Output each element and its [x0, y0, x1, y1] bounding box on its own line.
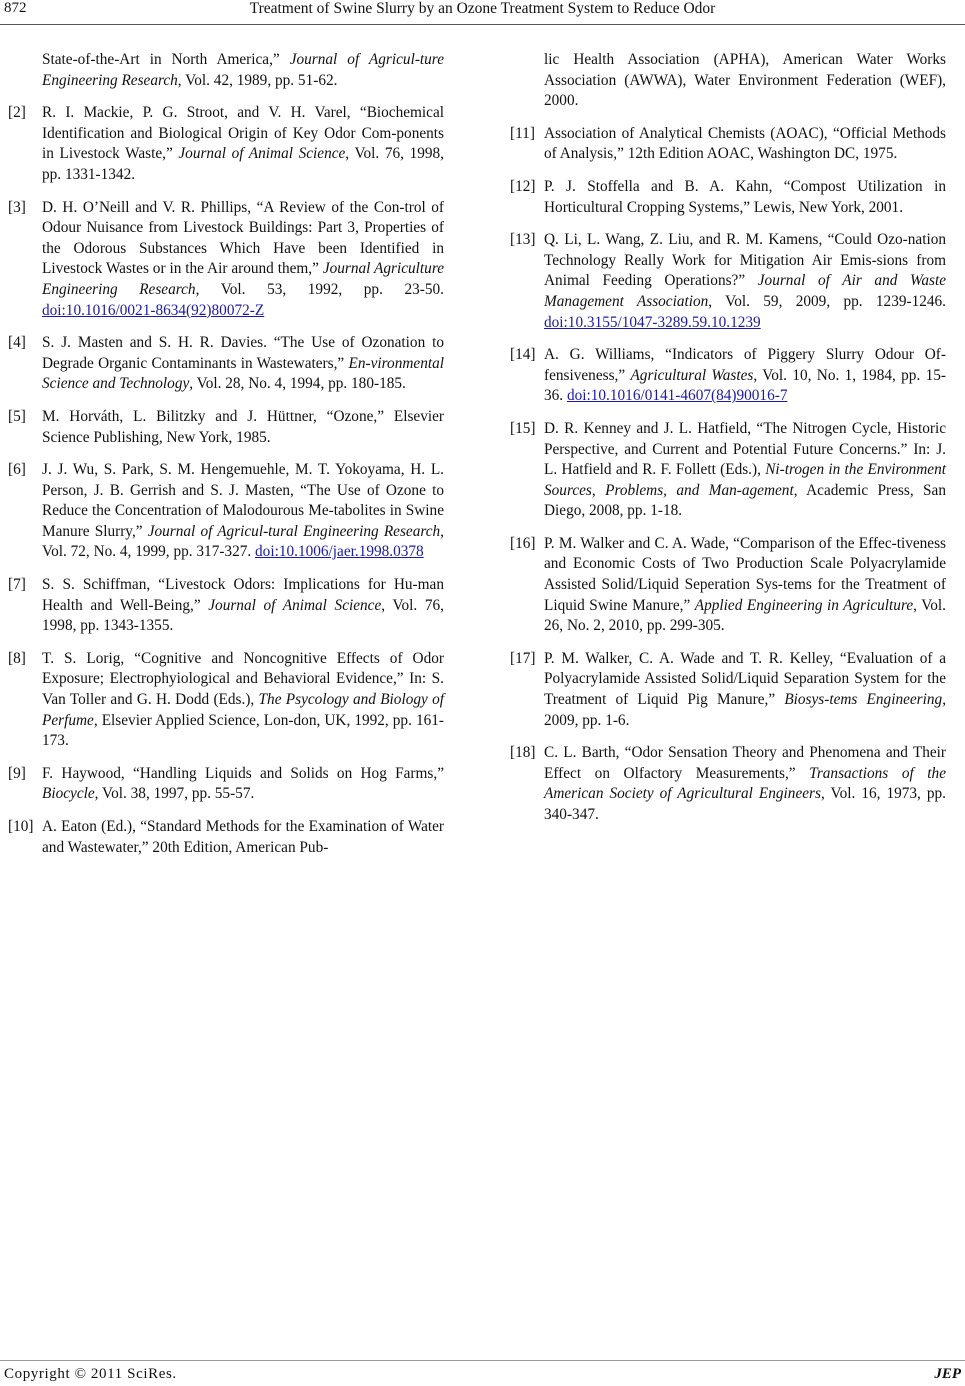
page-number: 872	[4, 0, 27, 16]
reference-text: J. J. Wu, S. Park, S. M. Hengemuehle, M. T. Yokoyama, H. L. Person, J. B. Gerrish and S. J. Masten, “The Use of Ozone to Reduce the Concentration of Malodourous Me-tabolites in Swine Manure Slurry,”	[42, 461, 444, 540]
reference-entry	[510, 124, 946, 165]
reference-text: D. H. O’Neill and V. R. Phillips, “A Review of the Con-trol of Odour Nuisance from Livestock Buildings: Part 3, Properties of the Odorous Substances Which Have been Identified in Livestock Wastes or in the Air around them,”	[42, 198, 444, 278]
reference-text: D. R. Kenney and J. L. Hatfield, “The Nitrogen Cycle, Historic Perspective, and Current and Potential Future Concerns.” In: J. L. Hatfield and R. F. Follett (Eds.),	[544, 419, 946, 479]
reference-source: Biocycle	[42, 785, 95, 803]
reference-entry	[510, 419, 946, 522]
reference-source: Journal of Animal Science	[208, 596, 382, 614]
reference-source: Journal of Air and Waste Management Association	[544, 272, 946, 310]
reference-entry	[510, 649, 946, 731]
reference-text: M. Horváth, L. Bilitzky and J. Hüttner, “Ozone,” Elsevier Science Publishing, New York, 1985.	[42, 407, 444, 446]
reference-details: , Vol. 38, 1997, pp. 55-57.	[94, 785, 255, 803]
reference-details: , Vol. 53, 1992, pp. 23-50.	[195, 280, 445, 298]
reference-number: [14]	[510, 346, 536, 364]
reference-text: P. J. Stoffella and B. A. Kahn, “Compost Utilization in Horticultural Cropping Systems,” Lewis, New York, 2001.	[544, 177, 946, 216]
reference-number: [13]	[510, 231, 536, 249]
reference-number: [18]	[510, 744, 536, 762]
reference-text: S. S. Schiffman, “Livestock Odors: Implications for Hu-man Health and Well-Being,”	[42, 576, 444, 614]
reference-text: Q. Li, L. Wang, Z. Liu, and R. M. Kamens, “Could Ozo-nation Technology Really Work for Mitigation Air Emis-sions from Animal Feeding Operations?”	[544, 231, 946, 290]
doi-link[interactable]: doi:10.1006/jaer.1998.0378	[255, 543, 424, 561]
footer-divider	[0, 1360, 965, 1361]
reference-entry	[510, 177, 946, 218]
reference-text: Association of Analytical Chemists (AOAC), “Official Methods of Analysis,” 12th Edition AOAC, Washington DC, 1975.	[544, 124, 946, 163]
reference-text: C. L. Barth, “Odor Sensation Theory and Phenomena and Their Effect on Olfactory Measurements,”	[544, 744, 946, 782]
doi-link[interactable]: doi:10.1016/0021-8634(92)80072-Z	[42, 301, 265, 319]
reference-details: , Academic Press, San Diego, 2008, pp. 1-18.	[544, 481, 946, 520]
reference-source: Journal of Agricul-ture Engineering Research	[42, 51, 444, 89]
page-header	[0, 0, 965, 22]
reference-entry	[8, 460, 444, 563]
reference-entry	[8, 407, 444, 448]
reference-entry	[510, 50, 946, 112]
doi-link[interactable]: doi:10.1016/0141-4607(84)90016-7	[566, 387, 788, 405]
reference-details: Elsevier Applied Science, Lon-don, UK, 1992, pp. 161-173.	[42, 711, 444, 750]
reference-source: Agricultural Wastes	[630, 366, 754, 384]
reference-entry	[8, 764, 444, 805]
page-footer	[0, 1362, 965, 1384]
reference-text: R. I. Mackie, P. G. Stroot, and V. H. Varel, “Biochemical Identification and Biological Origin of Key Odor Com-ponents in Livestock Waste,”	[42, 104, 444, 163]
reference-text: S. J. Masten and S. H. R. Davies. “The Use of Ozonation to Degrade Organic Contaminants in Wastewaters,”	[42, 334, 444, 372]
reference-details: , Vol. 28, No. 4, 1994, pp. 180-185.	[189, 375, 406, 393]
reference-entry	[8, 198, 444, 322]
reference-details: , Vol. 42, 1989, pp. 51-62.	[177, 71, 338, 89]
reference-text: P. M. Walker and C. A. Wade, “Comparison of the Effec-tiveness and Economic Costs of Two Production Scale Polyacrylamide Assisted Solid/Liquid Seperation Sys-tems for the Treatment of Liquid Swine Manure,”	[544, 534, 946, 614]
reference-number: [6]	[8, 461, 26, 479]
reference-number: [5]	[8, 407, 26, 425]
reference-text: P. M. Walker, C. A. Wade and T. R. Kelley, “Evaluation of a Polyacrylamide Assisted Solid/Liquid Separation System for the Treatment of Liquid Pig Manure,”	[544, 649, 946, 709]
doi-link[interactable]: doi:10.3155/1047-3289.59.10.1239	[544, 313, 761, 331]
reference-entry	[8, 333, 444, 395]
reference-source: Applied Engineering in Agriculture	[694, 596, 914, 614]
reference-text: T. S. Lorig, “Cognitive and Noncognitive Effects of Odor Exposure; Electrophyiological and Behavioral Evidence,” In: S. Van Toller and G. H. Dodd (Eds.),	[42, 649, 444, 709]
reference-details: , Vol. 76, 1998, pp. 1331-1342.	[42, 145, 444, 183]
reference-entry	[8, 817, 444, 858]
reference-number: [12]	[510, 177, 536, 195]
reference-source: The Psycology and Biology of Perfume,	[42, 691, 444, 729]
reference-number: [2]	[8, 104, 26, 122]
reference-text: F. Haywood, “Handling Liquids and Solids on Hog Farms,”	[42, 764, 444, 782]
reference-source: En-vironmental Science and Technology	[42, 354, 444, 393]
references-right-column	[510, 50, 946, 838]
reference-source: Ni-trogen in the Environment Sources, Problems, and Man-agement	[544, 461, 946, 499]
reference-source: Journal of Animal Science	[178, 145, 346, 163]
reference-number: [4]	[8, 334, 26, 352]
reference-source: Journal of Agricul-tural Engineering Research	[147, 522, 441, 540]
reference-entry	[510, 230, 946, 333]
reference-details: , Vol. 26, No. 2, 2010, pp. 299-305.	[544, 596, 946, 635]
reference-number: [9]	[8, 764, 26, 782]
reference-number: [16]	[510, 534, 536, 552]
reference-details: , 2009, pp. 1-6.	[544, 691, 947, 729]
reference-details: , Vol. 76, 1998, pp. 1343-1355.	[42, 596, 445, 635]
reference-source: Transactions of the American Society of Agricultural Engineers	[544, 764, 946, 803]
reference-number: [11]	[510, 124, 535, 142]
running-title: Treatment of Swine Slurry by an Ozone Treatment System to Reduce Odor	[249, 0, 716, 17]
reference-entry	[8, 649, 444, 752]
reference-entry	[510, 345, 946, 407]
reference-number: [8]	[8, 649, 26, 667]
reference-number: [3]	[8, 198, 26, 216]
reference-number: [7]	[8, 576, 26, 594]
reference-entry	[8, 103, 444, 185]
reference-entry	[510, 534, 946, 637]
reference-number: [15]	[510, 419, 536, 437]
reference-text: State-of-the-Art in North America,”	[42, 51, 290, 68]
reference-entry	[8, 50, 444, 91]
header-divider	[0, 24, 965, 25]
reference-text: A. G. Williams, “Indicators of Piggery Slurry Odour Of-fensiveness,”	[544, 346, 946, 384]
reference-number: [10]	[8, 818, 34, 835]
reference-text: A. Eaton (Ed.), “Standard Methods for the Examination of Water and Wastewater,” 20th Edition, American Pub-	[42, 818, 444, 856]
reference-source: Biosys-tems Engineering	[784, 691, 943, 709]
reference-entry	[8, 575, 444, 637]
reference-number: [17]	[510, 649, 536, 667]
journal-abbreviation: JEP	[934, 1366, 961, 1382]
reference-text: lic Health Association (APHA), American Water Works Association (AWWA), Water Environment Federation (WEF), 2000.	[544, 51, 946, 110]
reference-entry	[510, 743, 946, 825]
references-left-column	[8, 50, 444, 870]
reference-details: , Vol. 16, 1973, pp. 340-347.	[544, 785, 946, 823]
reference-details: , Vol. 72, No. 4, 1999, pp. 317-327.	[42, 522, 444, 561]
reference-details: , Vol. 10, No. 1, 1984, pp. 15-36.	[544, 366, 946, 405]
reference-source: Journal Agriculture Engineering Research	[42, 260, 445, 298]
reference-details: , Vol. 59, 2009, pp. 1239-1246.	[708, 292, 947, 310]
copyright-notice: Copyright © 2011 SciRes.	[4, 1366, 177, 1382]
